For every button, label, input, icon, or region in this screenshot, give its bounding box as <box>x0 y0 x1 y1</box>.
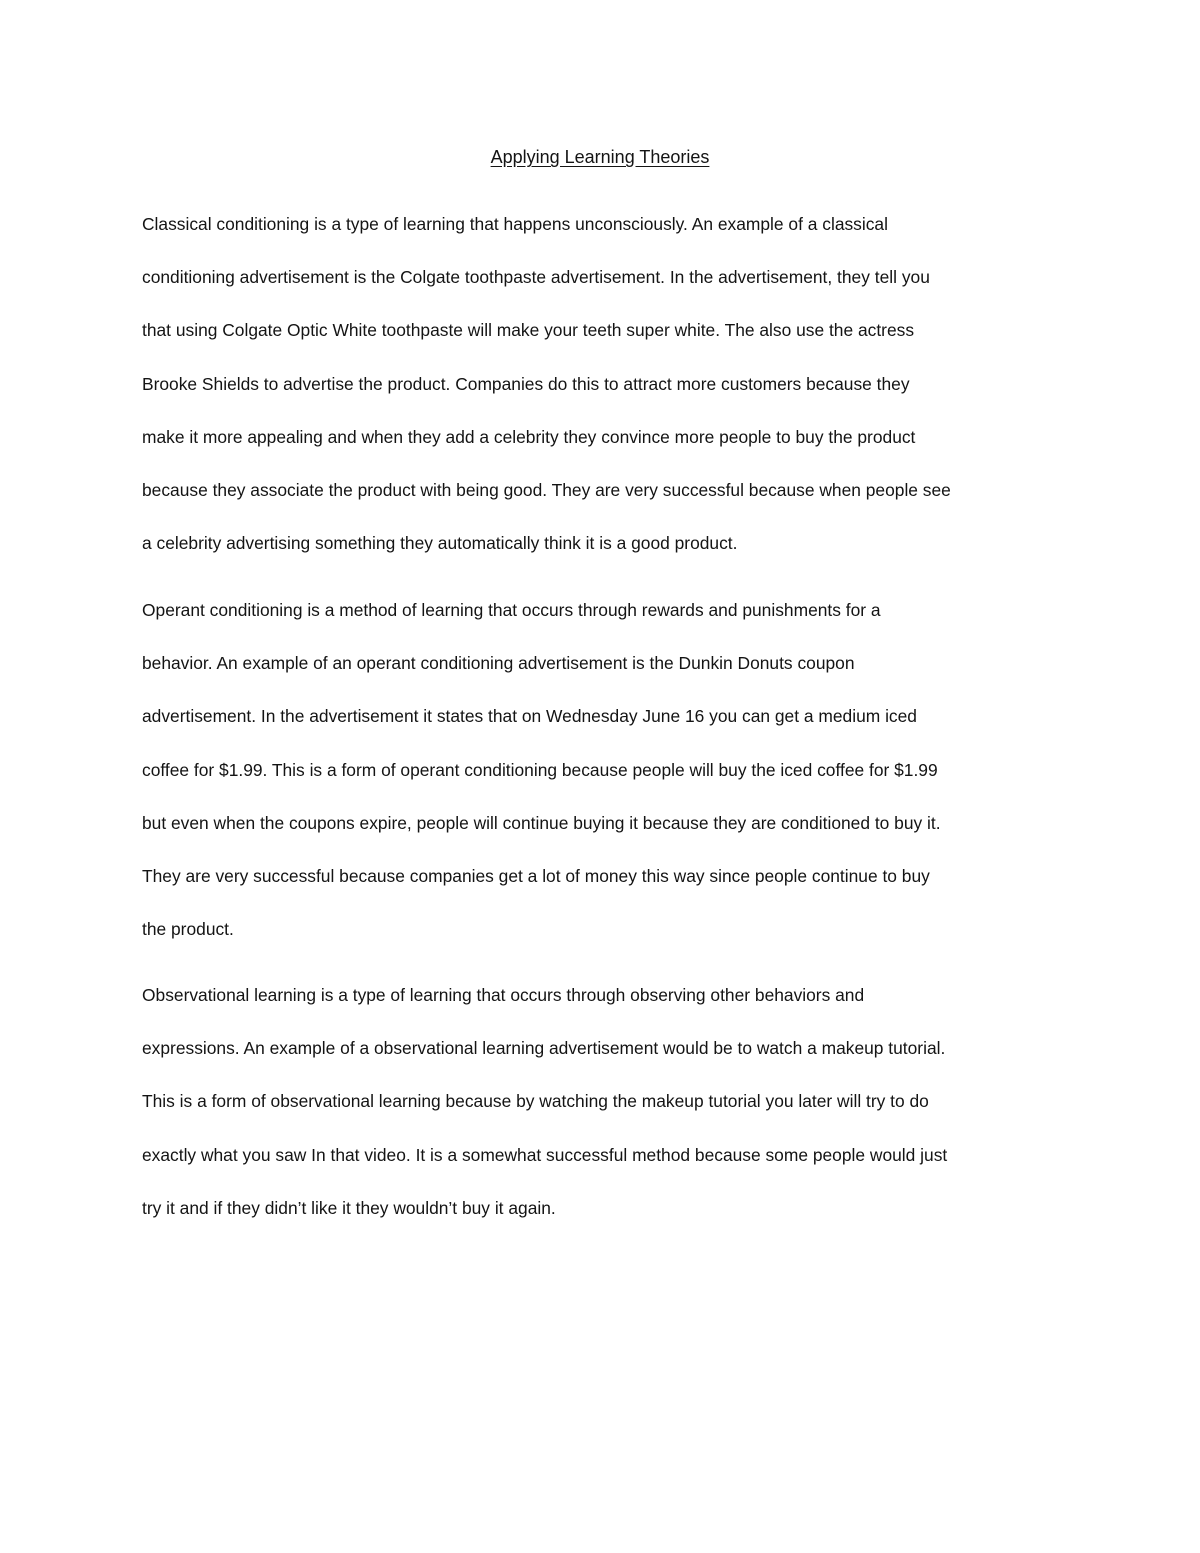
text-line: exactly what you saw In that video. It is a somewhat successful method because some people would just <box>142 1144 948 1165</box>
text-line: conditioning advertisement is the Colgate toothpaste advertisement. In the advertisement, they tell you <box>142 267 930 288</box>
text-line: behavior. An example of an operant conditioning advertisement is the Dunkin Donuts coupon <box>142 653 855 674</box>
text-line: This is a form of observational learning because by watching the makeup tutorial you later will try to do <box>142 1091 929 1112</box>
text-line: because they associate the product with being good. They are very successful because when people see <box>142 479 951 500</box>
text-line: expressions. An example of a observational learning advertisement would be to watch a makeup tutorial. <box>142 1038 946 1059</box>
text-line: Observational learning is a type of learning that occurs through observing other behaviors and <box>142 985 865 1005</box>
text-line: but even when the coupons expire, people will continue buying it because they are conditioned to buy it. <box>142 812 941 833</box>
text-line: Operant conditioning is a method of learning that occurs through rewards and punishments for a <box>142 600 881 620</box>
text-line: make it more appealing and when they add a celebrity they convince more people to buy the product <box>142 426 916 447</box>
paragraph-classical-conditioning <box>142 210 1072 582</box>
text-line: a celebrity advertising something they automatically think it is a good product. <box>142 533 738 554</box>
text-line: Brooke Shields to advertise the product. Companies do this to attract more customers because they <box>142 373 910 394</box>
text-line: They are very successful because companies get a lot of money this way since people continue to buy <box>142 865 930 886</box>
text-line: coffee for $1.99. This is a form of operant conditioning because people will buy the iced coffee for $1.99 <box>142 759 938 780</box>
text-line: the product. <box>142 919 234 940</box>
paragraph-operant-conditioning <box>142 596 1072 968</box>
paragraph-observational-learning <box>142 981 1072 1247</box>
text-line: advertisement. In the advertisement it states that on Wednesday June 16 you can get a medium iced <box>142 706 917 727</box>
document-title: Applying Learning Theories <box>490 147 710 167</box>
text-line: Classical conditioning is a type of learning that happens unconsciously. An example of a classical <box>142 214 888 234</box>
text-line: that using Colgate Optic White toothpaste will make your teeth super white. The also use the actress <box>142 320 915 341</box>
text-line: try it and if they didn’t like it they wouldn’t buy it again. <box>142 1197 556 1218</box>
